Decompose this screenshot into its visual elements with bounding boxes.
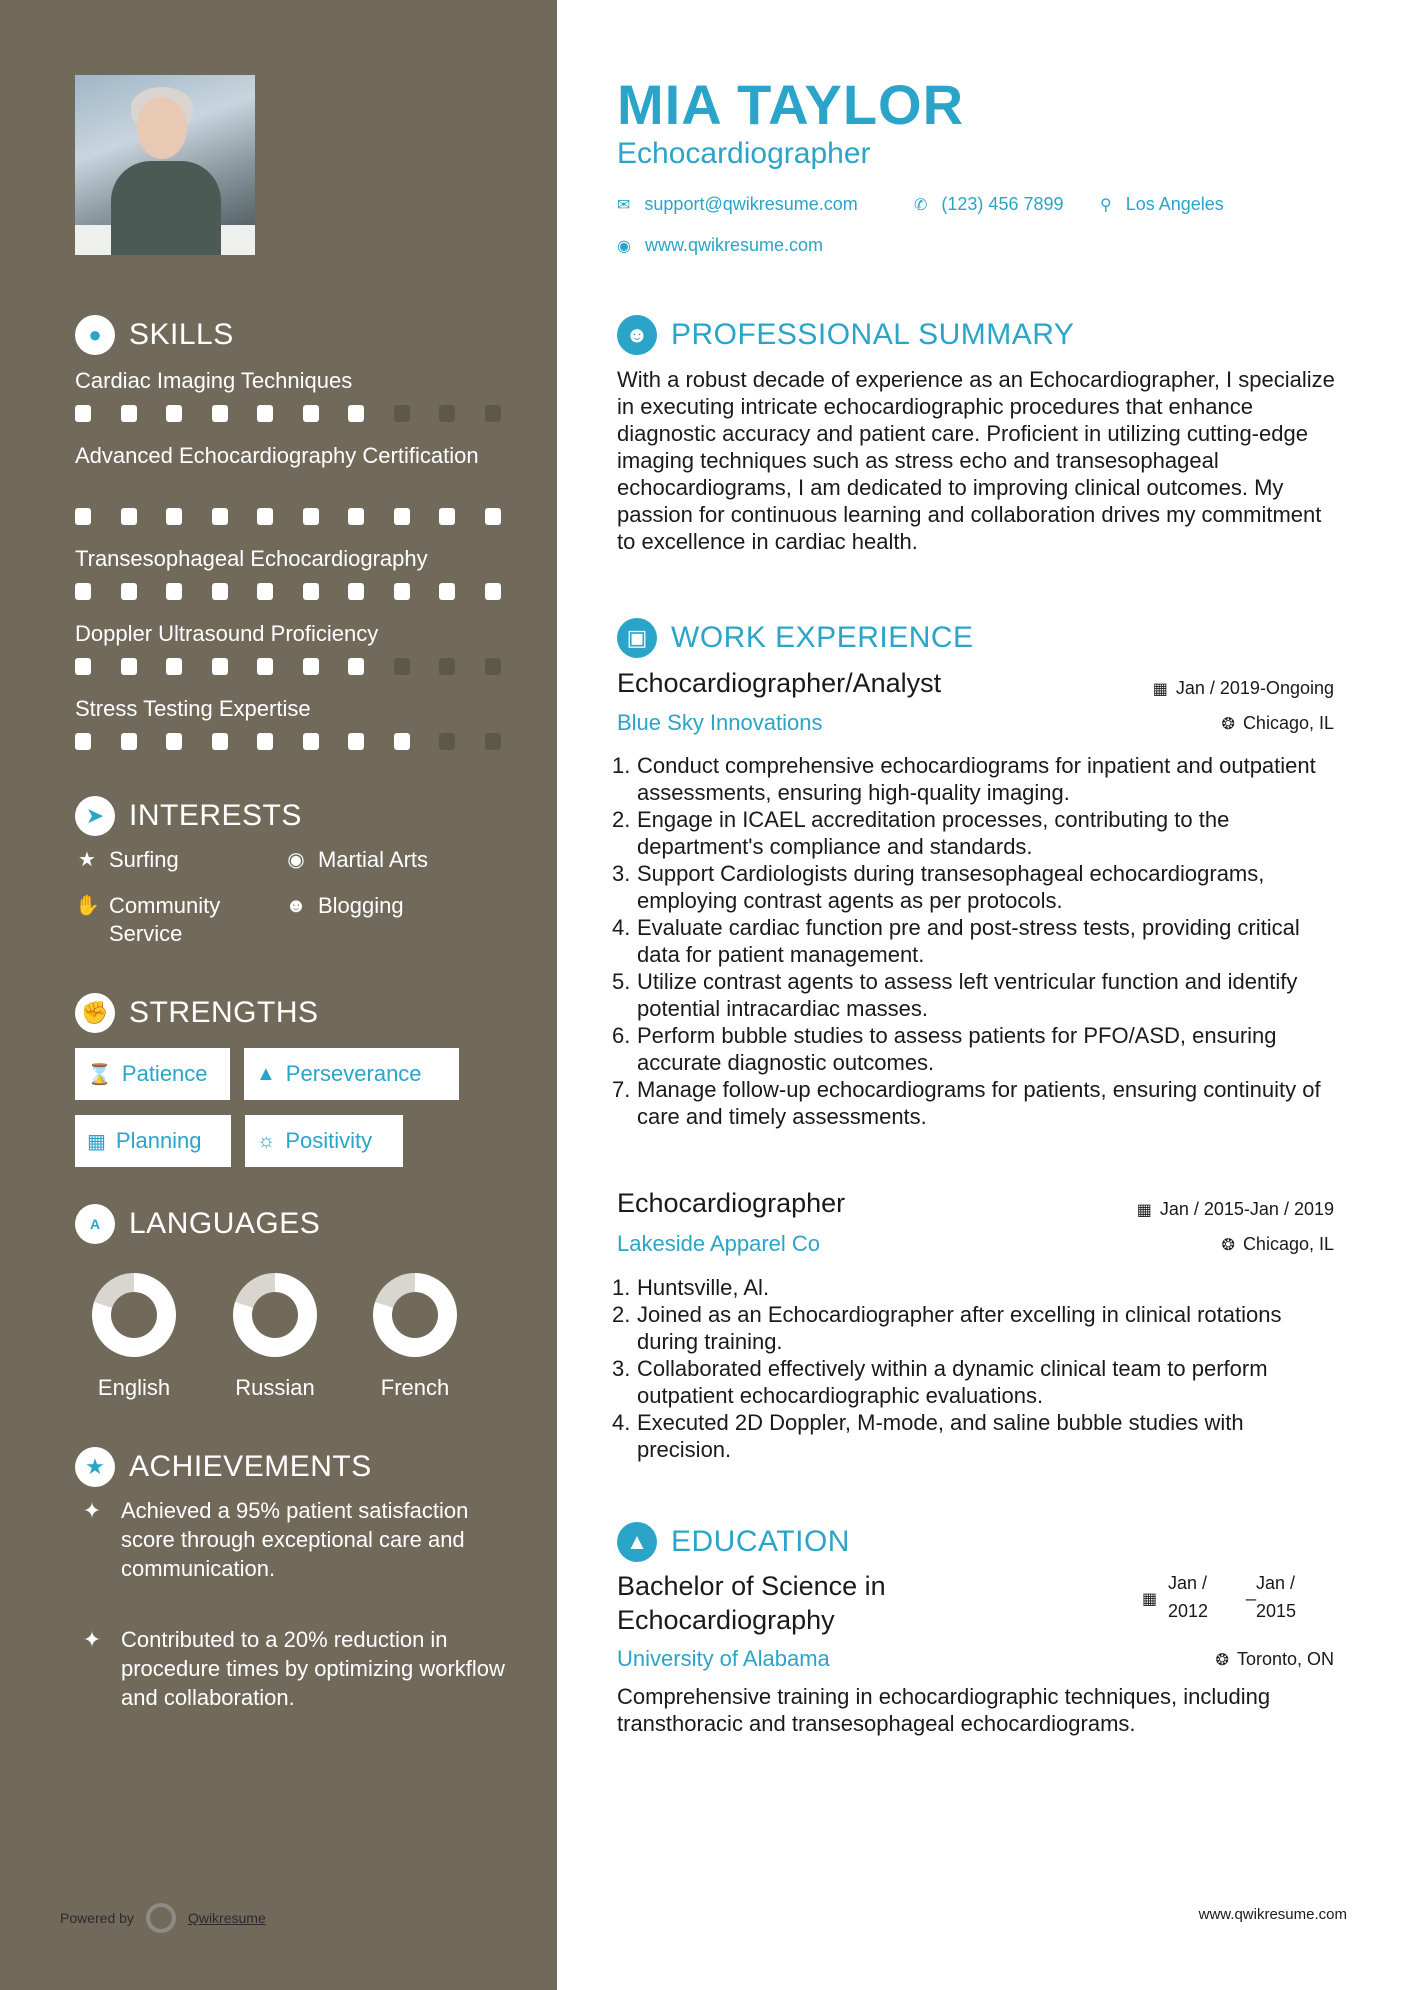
paper-plane-icon: ➤ xyxy=(75,796,115,836)
skill-dot-filled xyxy=(257,658,273,675)
language-name: Russian xyxy=(235,1375,315,1400)
calendar-icon: ▦ xyxy=(87,1130,106,1153)
skill-dot-filled xyxy=(75,508,91,525)
job-company: Lakeside Apparel Co xyxy=(617,1231,821,1256)
skill-dot-filled xyxy=(166,658,182,675)
skill-dot-filled xyxy=(394,583,410,600)
job-location: ❂ Chicago, IL xyxy=(1221,713,1334,733)
skill-level xyxy=(75,405,530,422)
profile-photo xyxy=(75,75,255,255)
sidebar xyxy=(0,0,557,1990)
interest-item: ◉ Martial Arts xyxy=(284,846,428,874)
list-item: 3. Collaborated effectively within a dynamic clinical team to perform outpatient echocardiographic evaluations. xyxy=(612,1356,1268,1408)
skill-dot-filled xyxy=(348,405,364,422)
qwikresume-logo-icon xyxy=(146,1903,176,1933)
skill-dot-filled xyxy=(212,508,228,525)
skill-dot-filled xyxy=(485,583,501,600)
skill-dot-filled xyxy=(166,583,182,600)
stars-icon: ✦ xyxy=(82,1627,102,1652)
list-item: 4. Executed 2D Doppler, M-mode, and saline bubble studies with precision. xyxy=(612,1410,1244,1462)
list-item: 2. Joined as an Echocardiographer after excelling in clinical rotations during training. xyxy=(612,1302,1282,1354)
calendar-icon: ▦ xyxy=(1136,1201,1152,1219)
list-item: 7. Manage follow-up echocardiograms for patients, ensuring continuity of care and timely assessments. xyxy=(612,1077,1321,1129)
skill-dot-empty xyxy=(485,658,501,675)
language-name: French xyxy=(380,1375,450,1400)
interest-item: ★ Surfing xyxy=(75,846,179,874)
envelope-icon: ✉ xyxy=(617,196,631,214)
skill-dot-filled xyxy=(303,405,319,422)
strength-chip: ⌛ Patience xyxy=(75,1048,230,1100)
summary-heading: ☻ PROFESSIONAL SUMMARY xyxy=(617,315,1074,355)
skills-heading: ● SKILLS xyxy=(75,315,234,355)
skill-dot-filled xyxy=(166,508,182,525)
skill-dot-filled xyxy=(121,658,137,675)
skill-dot-filled xyxy=(439,583,455,600)
skill-dot-filled xyxy=(121,583,137,600)
summary-text: With a robust decade of experience as an Echocardiographer, I specialize in executing intricate echocardiographic procedures that enhance diagnostic accuracy and patient care. Proficient in utilizing cutting-edge imaging techniques such as stress echo and transesophageal echocardiograms, I am dedicated to improving clinical outcomes. My passion for continuous learning and collaboration drives my commitment to excellence in cardiac health. xyxy=(617,367,1335,554)
map-pin-icon: ⚲ xyxy=(1100,196,1112,214)
lightbulb-icon: ● xyxy=(75,315,115,355)
people-icon: ☻ xyxy=(285,895,307,917)
skill-dot-empty xyxy=(439,658,455,675)
hand-icon: ✋ xyxy=(75,895,100,917)
skill-dot-filled xyxy=(348,508,364,525)
job-bullets xyxy=(612,1274,1342,1463)
contact-email[interactable]: ✉ support@qwikresume.com xyxy=(617,194,858,214)
languages-heading: A LANGUAGES xyxy=(75,1204,320,1244)
list-item: 1. Huntsville, Al. xyxy=(612,1275,770,1300)
language-name: English xyxy=(97,1375,171,1400)
skill-dot-filled xyxy=(257,508,273,525)
list-item: 4. Evaluate cardiac function pre and post-stress tests, providing critical data for patient management. xyxy=(612,915,1300,967)
star-icon: ★ xyxy=(78,849,96,871)
user-icon: ☻ xyxy=(617,315,657,355)
skill-dot-filled xyxy=(212,583,228,600)
list-item: 3. Support Cardiologists during transesophageal echocardiograms, employing contrast agents as per protocols. xyxy=(612,861,1265,913)
skill-dot-filled xyxy=(75,733,91,750)
calendar-icon: ▦ xyxy=(1142,1591,1158,1608)
footer-url[interactable]: www.qwikresume.com xyxy=(1198,1906,1347,1923)
job-dates: ▦ Jan / 2019-Ongoing xyxy=(1152,678,1334,698)
achievements-heading: ★ ACHIEVEMENTS xyxy=(75,1447,372,1487)
skill-dot-empty xyxy=(394,658,410,675)
interest-item: ✋ Community Service xyxy=(75,893,221,946)
skill-dot-filled xyxy=(212,405,228,422)
skill-dot-filled xyxy=(394,508,410,525)
strength-chip: ☼ Positivity xyxy=(245,1115,403,1167)
degree-title: Bachelor of Science in xyxy=(617,1571,886,1601)
education-heading: ▲ EDUCATION xyxy=(617,1522,850,1562)
skill-dot-filled xyxy=(75,658,91,675)
stars-icon: ✦ xyxy=(82,1498,102,1523)
job-bullets xyxy=(612,752,1342,1130)
skill-name: Stress Testing Expertise xyxy=(75,696,311,721)
calendar-icon: ▦ xyxy=(1152,680,1168,698)
brand-link[interactable]: Qwikresume xyxy=(187,1910,266,1926)
skill-dot-filled xyxy=(439,508,455,525)
job-title: Echocardiographer/Analyst xyxy=(617,668,942,698)
language-ring xyxy=(92,1273,176,1357)
skill-dot-filled xyxy=(75,405,91,422)
skill-dot-filled xyxy=(485,508,501,525)
candidate-role: Echocardiographer xyxy=(617,137,871,170)
skill-dot-empty xyxy=(485,405,501,422)
list-item: 1. Conduct comprehensive echocardiograms for inpatient and outpatient assessments, ensuring high-quality imaging. xyxy=(612,753,1316,805)
skill-dot-empty xyxy=(439,405,455,422)
language-ring xyxy=(233,1273,317,1357)
pin-icon: ❂ xyxy=(1221,1236,1235,1254)
interests-heading: ➤ INTERESTS xyxy=(75,796,302,836)
achievement-item: ✦ Achieved a 95% patient satisfaction score through exceptional care and communication. xyxy=(75,1496,515,1583)
skill-dot-filled xyxy=(348,583,364,600)
contact-location: ⚲ Los Angeles xyxy=(1100,194,1224,214)
award-icon: ★ xyxy=(75,1447,115,1487)
skill-dot-filled xyxy=(394,733,410,750)
education-location: ❂ Toronto, ON xyxy=(1215,1649,1334,1669)
skill-dot-filled xyxy=(303,508,319,525)
skill-level xyxy=(75,508,530,525)
degree-title: Echocardiography xyxy=(617,1605,835,1635)
contact-phone[interactable]: ✆ (123) 456 7899 xyxy=(914,194,1064,214)
list-item: 2. Engage in ICAEL accreditation processes, contributing to the department's compliance and standards. xyxy=(612,807,1230,859)
skill-name: Advanced Echocardiography Certification xyxy=(75,443,479,468)
sun-icon: ☼ xyxy=(257,1129,276,1152)
skill-dot-filled xyxy=(121,733,137,750)
interest-item: ☻ Blogging xyxy=(285,893,404,918)
skill-level xyxy=(75,583,530,600)
skill-name: Transesophageal Echocardiography xyxy=(75,546,428,571)
list-item: 5. Utilize contrast agents to assess left ventricular function and identify potential intracardiac masses. xyxy=(612,969,1298,1021)
list-item: 6. Perform bubble studies to assess patients for PFO/ASD, ensuring accurate diagnostic outcomes. xyxy=(612,1023,1277,1075)
experience-heading: ▣ WORK EXPERIENCE xyxy=(617,618,974,658)
skill-dot-filled xyxy=(303,583,319,600)
skill-name: Doppler Ultrasound Proficiency xyxy=(75,621,379,646)
skill-name: Cardiac Imaging Techniques xyxy=(75,368,353,393)
road-icon: ▲ xyxy=(256,1062,276,1085)
education-description: Comprehensive training in echocardiographic techniques, including transthoracic and transesophageal echocardiograms. xyxy=(617,1684,1271,1736)
candidate-name: MIA TAYLOR xyxy=(617,73,965,136)
strength-chip: ▦ Planning xyxy=(75,1115,231,1167)
skill-dot-filled xyxy=(75,583,91,600)
hourglass-icon: ⌛ xyxy=(87,1063,112,1086)
skill-dot-empty xyxy=(485,733,501,750)
skill-dot-filled xyxy=(212,658,228,675)
skill-dot-filled xyxy=(348,733,364,750)
education-dates: ▦ Jan / 2012 _ Jan / 2015 xyxy=(1142,1573,1297,1621)
job-dates: ▦ Jan / 2015-Jan / 2019 xyxy=(1136,1199,1334,1219)
date-separator: _ xyxy=(1246,1581,1257,1601)
contact-website[interactable]: ◉ www.qwikresume.com xyxy=(617,235,824,255)
globe-icon: ◉ xyxy=(287,849,305,871)
job-company: Blue Sky Innovations xyxy=(617,710,823,735)
phone-icon: ✆ xyxy=(914,196,928,214)
skill-dot-filled xyxy=(303,733,319,750)
job-location: ❂ Chicago, IL xyxy=(1221,1234,1334,1254)
school-name: University of Alabama xyxy=(617,1646,830,1671)
graduation-cap-icon: ▲ xyxy=(617,1522,657,1562)
pin-icon: ❂ xyxy=(1221,715,1235,733)
skill-dot-filled xyxy=(257,583,273,600)
briefcase-icon: ▣ xyxy=(617,618,657,658)
pin-icon: ❂ xyxy=(1215,1651,1229,1669)
skill-dot-empty xyxy=(439,733,455,750)
skill-dot-filled xyxy=(121,405,137,422)
skill-dot-filled xyxy=(121,508,137,525)
skill-dot-filled xyxy=(257,733,273,750)
strength-chip: ▲ Perseverance xyxy=(244,1048,459,1100)
powered-by: Powered by Qwikresume xyxy=(60,1903,266,1933)
language-ring xyxy=(373,1273,457,1357)
skill-dot-empty xyxy=(394,405,410,422)
globe-icon: ◉ xyxy=(617,237,631,255)
skill-dot-filled xyxy=(166,733,182,750)
job-title: Echocardiographer xyxy=(617,1188,846,1218)
skill-dot-filled xyxy=(212,733,228,750)
translate-icon: A xyxy=(75,1204,115,1244)
skill-level xyxy=(75,733,530,750)
skill-level xyxy=(75,658,530,675)
fist-icon: ✊ xyxy=(75,993,115,1033)
strengths-heading: ✊ STRENGTHS xyxy=(75,993,319,1033)
achievement-item: ✦ Contributed to a 20% reduction in procedure times by optimizing workflow and collaboration. xyxy=(75,1625,515,1712)
skill-dot-filled xyxy=(257,405,273,422)
skill-dot-filled xyxy=(166,405,182,422)
skill-dot-filled xyxy=(303,658,319,675)
skill-dot-filled xyxy=(348,658,364,675)
